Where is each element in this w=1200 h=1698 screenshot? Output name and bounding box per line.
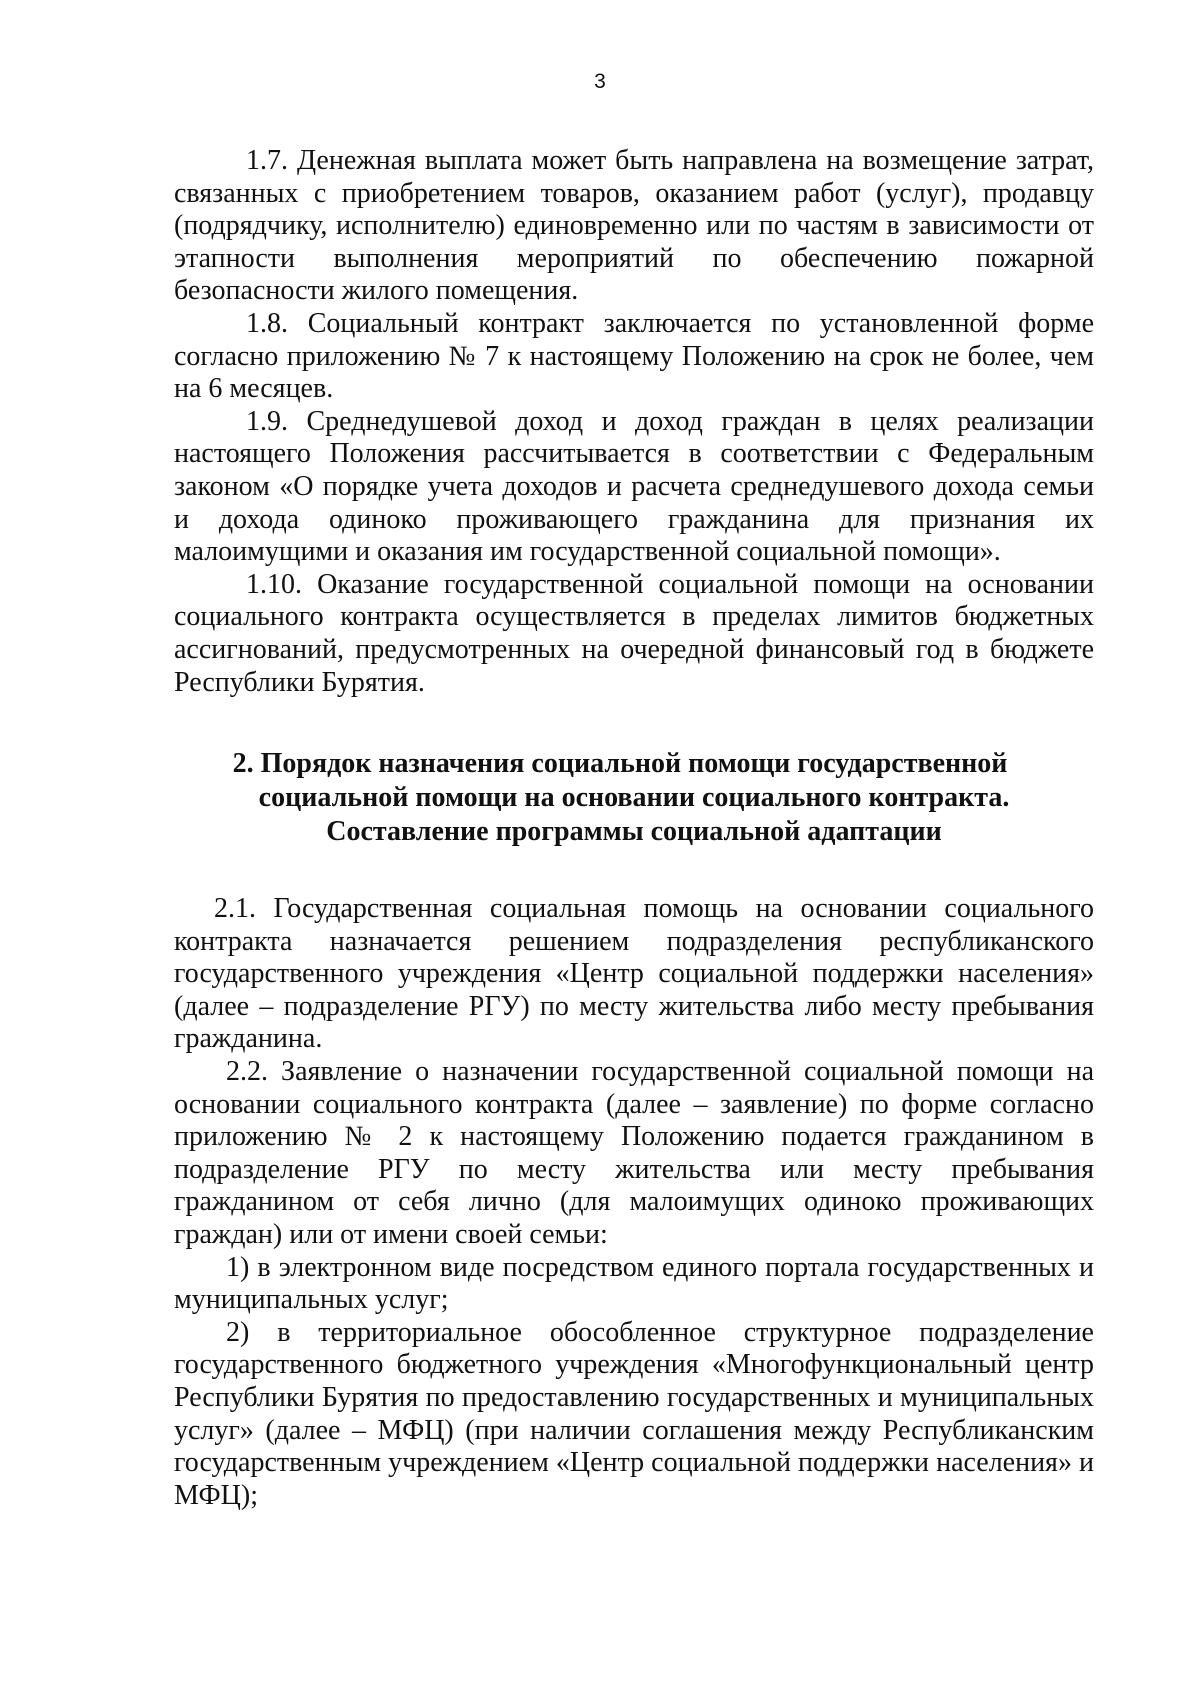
paragraph-1-7: 1.7. Денежная выплата может быть направлена на возмещение затрат, связанных с приобретением товаров, оказанием работ (услуг), продавцу (подрядчику, исполнителю) единовременно или по частям в зависимости от этапности выполнения мероприятий по обеспечению пожарной безопасности жилого помещения. [174, 145, 1094, 307]
section-2-heading-line-1: 2. Порядок назначения социальной помощи государственной [232, 748, 1008, 780]
section-2-heading [174, 747, 1094, 849]
paragraph-1-9: 1.9. Среднедушевой доход и доход граждан в целях реализации настоящего Положения рассчитывается в соответствии с Федеральным законом «О порядке учета доходов и расчета среднедушевого дохода семьи и дохода одиноко проживающего гражданина для признания их малоимущими и оказания им государственной социальной помощи». [174, 405, 1094, 568]
list-item-1: 1) в электронном виде посредством единого портала государственных и муниципальных услуг; [174, 1251, 1094, 1316]
heading-spacer [174, 849, 1094, 893]
section-2-heading-line-3: Составление программы социальной адаптации [326, 816, 942, 848]
page-number: 3 [594, 70, 606, 93]
paragraph-1-8: 1.8. Социальный контракт заключается по установленной форме согласно приложению № 7 к настоящему Положению на срок не более, чем на 6 месяцев. [174, 307, 1094, 405]
paragraph-2-1: 2.1. Государственная социальная помощь на основании социального контракта назначается решением подразделения республиканского государственного учреждения «Центр социальной поддержки населения» (далее – подразделение РГУ) по месту жительства либо месту пребывания гражданина. [174, 893, 1094, 1055]
document-body [174, 145, 1094, 1512]
list-item-2: 2) в территориальное обособленное структурное подразделение государственного бюджетного учреждения «Многофункциональный центр Республики Бурятия по предоставлению государственных и муниципальных услуг» (далее – МФЦ) (при наличии соглашения между Республиканским государственным учреждением «Центр социальной поддержки населения» и МФЦ); [174, 1316, 1094, 1511]
paragraph-2-2: 2.2. Заявление о назначении государственной социальной помощи на основании социального контракта (далее – заявление) по форме согласно приложению № 2 к настоящему Положению подается гражданином в подразделение РГУ по месту жительства или месту пребывания гражданином от себя лично (для малоимущих одиноко проживающих граждан) или от имени своей семьи: [174, 1056, 1094, 1251]
paragraph-1-10: 1.10. Оказание государственной социальной помощи на основании социального контракта осуществляется в пределах лимитов бюджетных ассигнований, предусмотренных на очередной финансовый год в бюджете Республики Бурятия. [174, 568, 1094, 698]
section-2-heading-line-2: социальной помощи на основании социального контракта. [258, 782, 1010, 814]
